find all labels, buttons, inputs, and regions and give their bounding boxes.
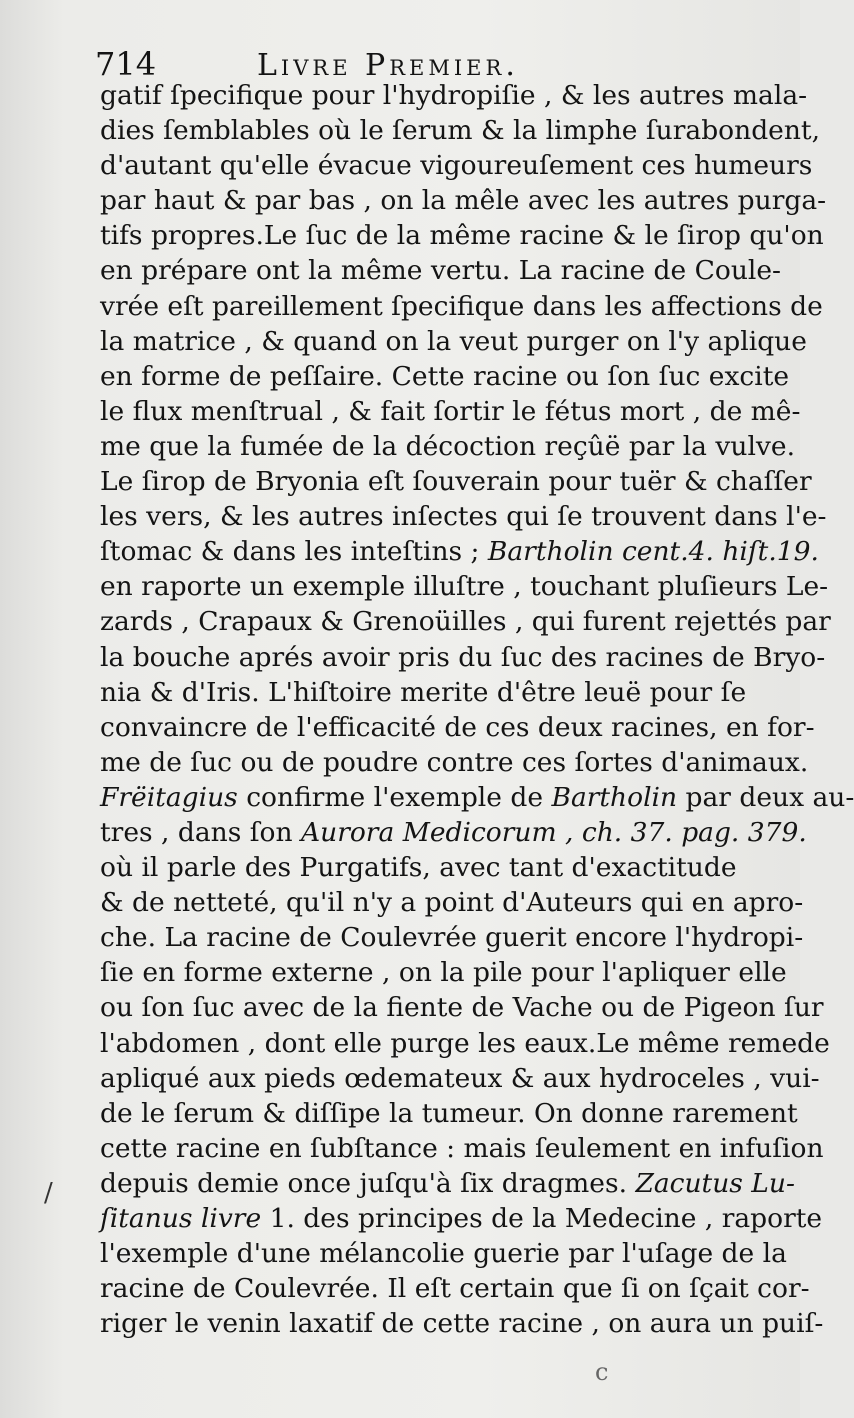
text-segment: la bouche aprés avoir pris du ſuc des racines de Bryo- (100, 641, 826, 673)
text-line (100, 850, 772, 885)
text-segment: me de ſuc ou de poudre contre ces ſortes d'animaux. (100, 746, 809, 778)
body-text (100, 78, 854, 1341)
text-line (100, 1306, 824, 1341)
text-line (100, 640, 826, 675)
running-title: Livre Premier. (257, 48, 519, 83)
page-number: 714 (95, 45, 157, 83)
text-line (100, 1131, 824, 1166)
text-segment: depuis demie once juſqu'à ſix dragmes. (100, 1167, 636, 1199)
text-segment: tifs propres.Le ſuc de la même racine & le ſirop qu'on (100, 220, 824, 252)
text-segment: la matrice , & quand on la veut purger on l'y aplique (100, 325, 807, 357)
text-segment: Le ſirop de Bryonia eſt ſouverain pour tuër & chaſſer (100, 466, 812, 498)
text-line (100, 920, 804, 955)
text-segment: en raporte un exemple illuſtre , touchant pluſieurs Le- (100, 571, 829, 603)
text-segment: che. La racine de Coulevrée guerit encore l'hydropi- (100, 922, 804, 954)
text-segment: l'exemple d'une mélancolie guerie par l'uſage de la (100, 1238, 787, 1270)
text-segment: confirme l'exemple de (237, 781, 552, 813)
text-line (100, 78, 808, 113)
italic-segment: Bartholin cent.4. hiſt.19. (487, 536, 819, 568)
text-line (100, 324, 807, 359)
text-segment: ou ſon ſuc avec de la fiente de Vache ou de Pigeon ſur (100, 992, 824, 1024)
text-segment: d'autant qu'elle évacue vigoureuſement ces humeurs (100, 150, 813, 182)
text-line (100, 780, 854, 815)
text-line (100, 1236, 787, 1271)
text-segment: les vers, & les autres inſectes qui ſe trouvent dans l'e- (100, 501, 827, 533)
text-segment: de le ſerum & diſſipe la tumeur. On donne rarement (100, 1097, 798, 1129)
text-segment: l'abdomen , dont elle purge les eaux.Le même remede (100, 1027, 830, 1059)
text-line (100, 499, 827, 534)
text-line (100, 359, 790, 394)
text-line (100, 218, 824, 253)
text-line (100, 569, 829, 604)
text-segment: me que la fumée de la décoction reçûë par la vulve. (100, 430, 795, 462)
text-segment: racine de Coulevrée. Il eſt certain que ſi on ſçait cor- (100, 1273, 810, 1305)
text-segment: en forme de peſſaire. Cette racine ou ſon ſuc excite (100, 360, 790, 392)
text-line (100, 1271, 810, 1306)
text-line (100, 815, 807, 850)
text-segment: ſtomac & dans les inteſtins ; (100, 536, 488, 568)
text-segment: nia & d'Iris. L'hiſtoire merite d'être leuë pour ſe (100, 676, 747, 708)
italic-segment: Zacutus Lu- (635, 1167, 795, 1199)
text-line (100, 113, 820, 148)
text-line (100, 429, 795, 464)
text-line (100, 1026, 830, 1061)
text-line (100, 289, 823, 324)
text-segment: & de netteté, qu'il n'y a point d'Auteurs qui en apro- (100, 887, 804, 919)
text-line (100, 604, 831, 639)
italic-segment: Frëitagius (100, 781, 238, 813)
text-line (100, 394, 801, 429)
text-segment: en prépare ont la même vertu. La racine de Coule- (100, 255, 782, 287)
text-segment: apliqué aux pieds œdemateux & aux hydroceles , vui- (100, 1062, 820, 1094)
text-line (100, 990, 824, 1025)
text-segment: riger le venin laxatif de cette racine , on aura un puiſ- (100, 1308, 824, 1340)
text-segment: 1. des principes de la Medecine , raporte (261, 1203, 823, 1234)
text-segment: zards , Crapaux & Grenoüilles , qui furent rejettés par (100, 606, 831, 638)
text-line (100, 534, 819, 569)
text-line (100, 745, 809, 780)
text-segment: vrée eſt pareillement ſpecifique dans les affections de (100, 290, 823, 322)
text-segment: tres , dans ſon (100, 816, 301, 848)
text-line (100, 183, 827, 218)
text-line (100, 955, 787, 990)
text-line (100, 1201, 823, 1236)
italic-segment: Bartholin (551, 781, 678, 813)
text-line (100, 148, 813, 183)
text-segment: gatif ſpecifique pour l'hydropiſie , & les autres mala- (100, 80, 808, 111)
text-segment: par haut & par bas , on la mêle avec les autres purga- (100, 185, 827, 217)
text-segment: convaincre de l'efficacité de ces deux racines, en for- (100, 711, 815, 743)
text-line (100, 253, 782, 288)
text-line (100, 885, 804, 920)
text-segment: par deux au- (677, 781, 854, 813)
text-line (100, 1061, 820, 1096)
text-segment: ſie en forme externe , on la pile pour l'apliquer elle (100, 957, 787, 989)
italic-segment: ſitanus livre (100, 1203, 262, 1234)
italic-segment: Aurora Medicorum , ch. 37. pag. 379. (300, 816, 807, 848)
text-line (100, 675, 772, 710)
text-segment: dies ſemblables où le ſerum & la limphe ſurabondent, (100, 115, 820, 147)
text-line (100, 1166, 795, 1201)
text-segment: où il parle des Purgatifs, avec tant d'exactitude (100, 852, 737, 884)
margin-mark: / (44, 1178, 53, 1208)
text-segment: le flux menſtrual , & fait ſortir le fétus mort , de mê- (100, 395, 801, 427)
text-line (100, 710, 815, 745)
text-segment: cette racine en ſubſtance : mais ſeulement en infuſion (100, 1132, 824, 1164)
text-line (100, 464, 812, 499)
text-line (100, 1096, 798, 1131)
stray-mark: c (595, 1358, 609, 1386)
